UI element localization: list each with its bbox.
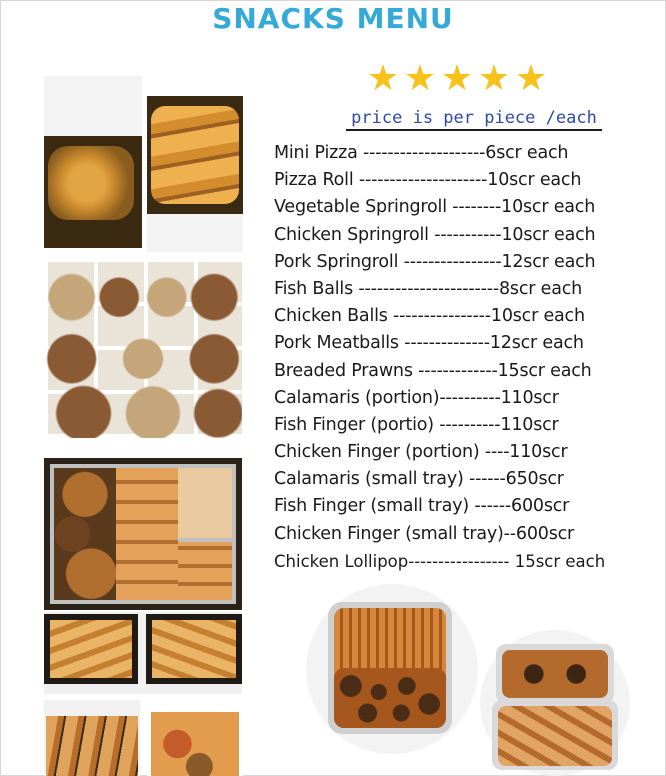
menu-item: Mini Pizza --------------------6scr each — [274, 143, 569, 163]
photo-fried-fingers-trays — [44, 612, 242, 694]
photo-assorted-snack-boxes — [44, 262, 242, 438]
menu-item: Vegetable Springroll --------10scr each — [274, 197, 596, 218]
menu-list — [274, 140, 666, 575]
photo-fried-calamari-plate — [44, 76, 142, 248]
menu-item: Pork Springroll ----------------12scr each — [274, 251, 596, 272]
menu-item: Chicken Lollipop----------------- 15scr each — [274, 551, 606, 571]
menu-item: Fish Finger (small tray) ------600scr — [274, 496, 570, 517]
menu-item: Calamaris (portion)----------110scr — [274, 387, 559, 408]
menu-item: Fish Balls -----------------------8scr each — [274, 278, 583, 299]
menu-item: Chicken Springroll -----------10scr each — [274, 224, 596, 245]
menu-item: Pizza Roll ---------------------10scr each — [274, 170, 582, 191]
rating-stars — [366, 58, 548, 99]
photo-breaded-fish-fingers — [147, 96, 243, 252]
photo-springroll-tray — [44, 458, 242, 610]
menu-item: Chicken Finger (small tray)--600scr — [274, 523, 575, 544]
photo-round-platter-meatballs — [306, 584, 478, 754]
menu-item: Calamaris (small tray) ------650scr — [274, 469, 564, 490]
menu-title: SNACKS MENU — [212, 2, 454, 35]
photo-chicken-snacks-bottom — [44, 700, 140, 776]
photo-round-platter-mixed — [480, 630, 630, 776]
photo-platter-bottom — [147, 700, 243, 776]
star-icon: ★ — [477, 58, 511, 99]
menu-item: Fish Finger (portio) ----------110scr — [274, 414, 559, 435]
star-icon: ★ — [403, 58, 437, 99]
price-note: price is per piece /each — [346, 108, 602, 131]
star-icon: ★ — [366, 58, 400, 99]
menu-item: Chicken Finger (portion) ----110scr — [274, 442, 568, 463]
star-icon: ★ — [514, 58, 548, 99]
menu-item: Pork Meatballs --------------12scr each — [274, 333, 584, 354]
star-icon: ★ — [440, 58, 474, 99]
menu-item: Breaded Prawns -------------15scr each — [274, 360, 592, 381]
menu-item: Chicken Balls ----------------10scr each — [274, 306, 585, 327]
